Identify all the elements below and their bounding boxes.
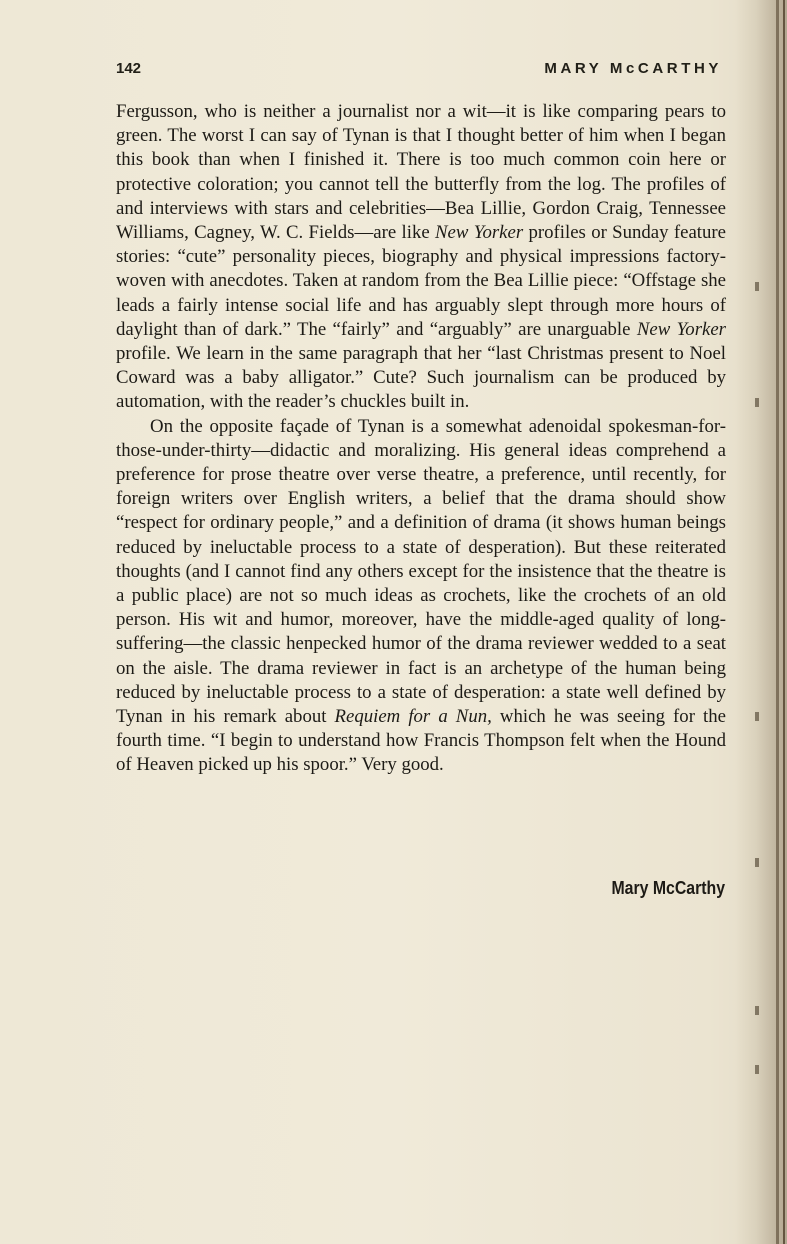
- paragraph: [116, 415, 726, 778]
- page-edge-mark: [755, 712, 759, 721]
- text-run: Fergusson, who is neither a journalist nor a wit—it is like comparing pears to green. The worst I can say of Tynan is that I thought better of him when I began this book than when I finished it. There is too much common coin here or protective coloration; you cannot tell the butterfly from the log. The profiles of and interviews with stars and celebrities—Bea Lillie, Gordon Craig, Tennessee Williams, Cagney, W. C. Fields—are like: [116, 101, 726, 244]
- text-run: profiles or Sunday feature stories: “cute” personality pieces, biography and physical impressions factory-woven with anecdotes. Taken at random from the Bea Lillie piece: “Offstage she leads a fairly intense social life and has arguably slept through more hours of daylight than of dark.” The “fairly” and “arguably” are unarguable: [116, 222, 726, 340]
- text-run: On the opposite façade of Tynan is a somewhat adenoidal spokesman-for-those-under-thirty—didactic and moralizing. His general ideas comprehend a preference for prose theatre over verse theatre, a preference, until recently, for foreign writers over English writers, a belief that the drama should show “respect for ordinary people,” and a definition of drama (it shows human beings reduced by ineluctable process to a state of desperation). But these reiterated thoughts (and I cannot find any others except for the insistence that the theatre is a public place) are not so much ideas as crochets, like the crochets of an old person. His wit and humor, moreover, have the middle-aged quality of long-suffering—the classic henpecked humor of the drama reviewer wedded to a seat on the aisle. The drama reviewer in fact is an archetype of the human being reduced by ineluctable process to a state of desperation: a state well defined by Tynan in his remark about: [116, 415, 726, 728]
- body-text: [116, 100, 726, 778]
- page-edge-shadow: [735, 0, 787, 1244]
- page-edge-mark: [755, 1006, 759, 1015]
- page-edge-mark: [755, 1065, 759, 1074]
- page-edge-mark: [755, 858, 759, 867]
- italic-title: Requiem for a Nun,: [334, 706, 492, 728]
- running-head: MARY McCARTHY: [544, 60, 722, 77]
- page-edge-line: [776, 0, 779, 1244]
- text-run: profile. We learn in the same paragraph that her “last Christmas present to Noel Coward was a baby alligator.” Cute? Such journalism can be produced by automation, with the reader’s chuckles built in.: [116, 343, 726, 413]
- text-run: which he was seeing for the fourth time. “I begin to understand how Francis Thompson felt when the Hound of Heaven picked up his spoor.” Very good.: [116, 706, 726, 776]
- italic-title: New Yorker: [636, 318, 726, 340]
- page-number: 142: [116, 60, 142, 77]
- page-edge-line: [783, 0, 785, 1244]
- italic-title: New Yorker: [435, 222, 524, 244]
- page-header: [116, 60, 722, 86]
- page-edge-mark: [755, 398, 759, 407]
- author-signature: Mary McCarthy: [611, 878, 725, 898]
- page-edge-mark: [755, 282, 759, 291]
- paragraph: [116, 100, 726, 415]
